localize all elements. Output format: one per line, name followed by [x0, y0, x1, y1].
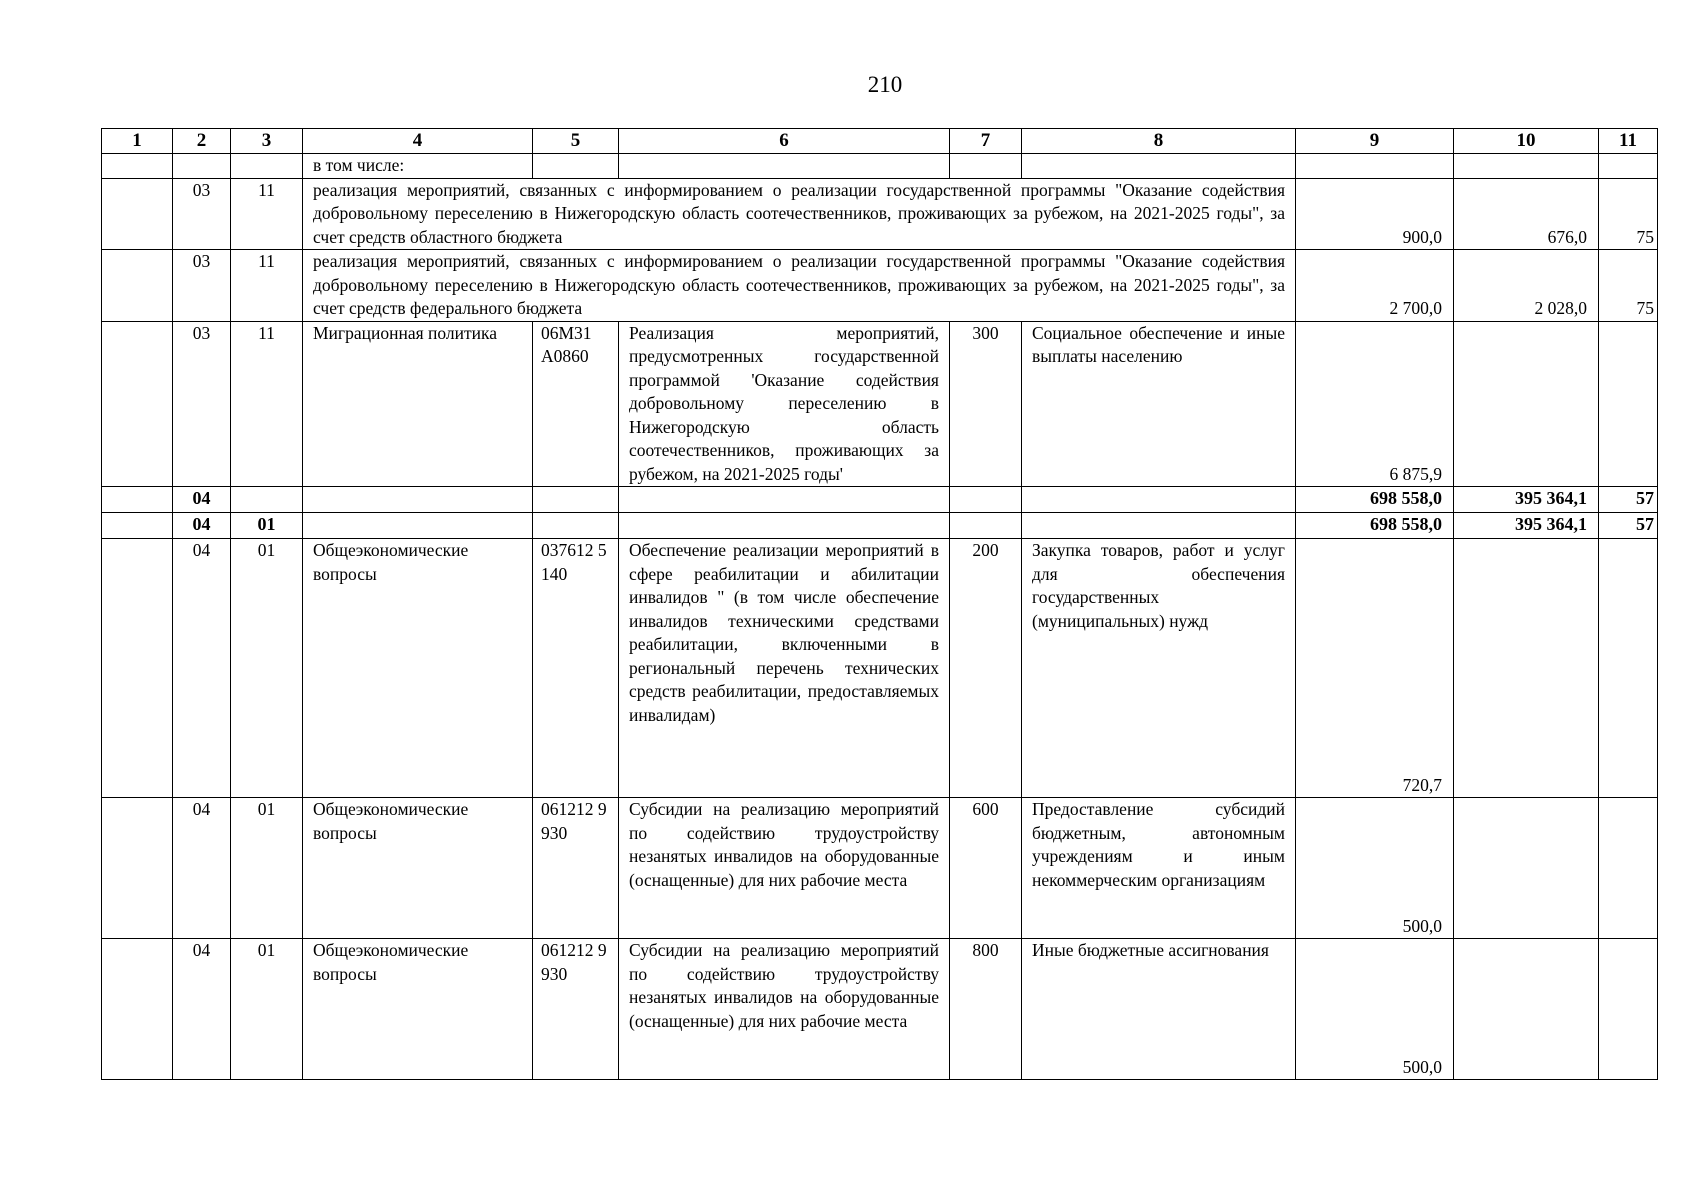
- target-article-code: 06М31 А0860: [533, 321, 619, 487]
- amount-actual: 395 364,1: [1454, 513, 1599, 539]
- amount-actual: [1454, 798, 1599, 939]
- expense-description: Субсидии на реализацию мероприятий по содействию трудоустройству незанятых инвалидов на оборудованные (оснащенные) для них рабочие места: [619, 939, 950, 1080]
- table-row-total: [102, 487, 1658, 513]
- percent: [1599, 539, 1658, 798]
- percent: 75: [1599, 250, 1658, 322]
- amount-plan: 500,0: [1296, 939, 1454, 1080]
- header-cell: 2: [173, 129, 231, 154]
- section-code: 03: [173, 250, 231, 322]
- header-cell: 10: [1454, 129, 1599, 154]
- header-cell: 11: [1599, 129, 1658, 154]
- subsection-code: [231, 487, 303, 513]
- amount-actual: 395 364,1: [1454, 487, 1599, 513]
- expense-description: Реализация мероприятий, предусмотренных государственной программой 'Оказание содействия добровольному переселению в Нижегородскую область соотечественников, проживающих за рубежом, на 2021-2025 годы': [619, 321, 950, 487]
- section-code: 04: [173, 939, 231, 1080]
- amount-plan: 2 700,0: [1296, 250, 1454, 322]
- function-name: Общеэкономические вопросы: [303, 939, 533, 1080]
- row-label: в том числе:: [303, 154, 533, 179]
- header-cell: 4: [303, 129, 533, 154]
- expense-type-code: 600: [950, 798, 1022, 939]
- expense-description: Субсидии на реализацию мероприятий по содействию трудоустройству незанятых инвалидов на оборудованные (оснащенные) для них рабочие места: [619, 798, 950, 939]
- percent: [1599, 798, 1658, 939]
- expense-description: Обеспечение реализации мероприятий в сфере реабилитации и абилитации инвалидов " (в том числе обеспечение инвалидов техническими средствами реабилитации, включенными в региональный перечень технических средств реабилитации, предоставляемых инвалидам): [619, 539, 950, 798]
- header-cell: 5: [533, 129, 619, 154]
- header-cell: 6: [619, 129, 950, 154]
- subsection-code: 01: [231, 798, 303, 939]
- amount-actual: [1454, 321, 1599, 487]
- expense-type-name: Предоставление субсидий бюджетным, автономным учреждениям и иным некоммерческим организациям: [1022, 798, 1296, 939]
- amount-actual: [1454, 539, 1599, 798]
- expense-type-name: Закупка товаров, работ и услуг для обеспечения государственных (муниципальных) нужд: [1022, 539, 1296, 798]
- header-cell: 8: [1022, 129, 1296, 154]
- table-row: [102, 939, 1658, 1080]
- table-row-total: [102, 513, 1658, 539]
- section-code: 04: [173, 487, 231, 513]
- expense-type-name: Социальное обеспечение и иные выплаты населению: [1022, 321, 1296, 487]
- section-code: 03: [173, 321, 231, 487]
- amount-actual: 676,0: [1454, 178, 1599, 250]
- table-row: [102, 539, 1658, 798]
- subsection-code: 11: [231, 250, 303, 322]
- target-article-code: 061212 9930: [533, 798, 619, 939]
- subsection-code: 01: [231, 513, 303, 539]
- subsection-code: 11: [231, 178, 303, 250]
- percent: [1599, 939, 1658, 1080]
- target-article-code: 061212 9930: [533, 939, 619, 1080]
- amount-plan: 698 558,0: [1296, 513, 1454, 539]
- expense-type-name: Иные бюджетные ассигнования: [1022, 939, 1296, 1080]
- row-description: реализация мероприятий, связанных с информированием о реализации государственной программы "Оказание содействия добровольному переселению в Нижегородскую область соотечественников, проживающих за рубежом, на 2021-2025 годы", за счет средств федерального бюджета: [303, 250, 1296, 322]
- table-row: [102, 154, 1658, 179]
- section-code: 03: [173, 178, 231, 250]
- expense-type-code: 300: [950, 321, 1022, 487]
- header-cell: 1: [102, 129, 173, 154]
- header-cell: 3: [231, 129, 303, 154]
- header-row: [102, 129, 1658, 154]
- subsection-code: 01: [231, 539, 303, 798]
- header-cell: 7: [950, 129, 1022, 154]
- row-description: реализация мероприятий, связанных с информированием о реализации государственной программы "Оказание содействия добровольному переселению в Нижегородскую область соотечественников, проживающих за рубежом, на 2021-2025 годы", за счет средств областного бюджета: [303, 178, 1296, 250]
- table-row: [102, 250, 1658, 322]
- percent: 75: [1599, 178, 1658, 250]
- table-row: [102, 798, 1658, 939]
- subsection-code: 01: [231, 939, 303, 1080]
- amount-plan: 500,0: [1296, 798, 1454, 939]
- percent: 57: [1599, 513, 1658, 539]
- subsection-code: 11: [231, 321, 303, 487]
- amount-plan: 6 875,9: [1296, 321, 1454, 487]
- amount-actual: [1454, 939, 1599, 1080]
- amount-plan: 698 558,0: [1296, 487, 1454, 513]
- amount-plan: 900,0: [1296, 178, 1454, 250]
- percent: [1599, 321, 1658, 487]
- section-code: 04: [173, 513, 231, 539]
- amount-plan: 720,7: [1296, 539, 1454, 798]
- expense-type-code: 200: [950, 539, 1022, 798]
- table-row: [102, 321, 1658, 487]
- function-name: Миграционная политика: [303, 321, 533, 487]
- budget-table: [101, 128, 1658, 1080]
- percent: 57: [1599, 487, 1658, 513]
- target-article-code: 037612 5140: [533, 539, 619, 798]
- table-row: [102, 178, 1658, 250]
- section-code: 04: [173, 798, 231, 939]
- header-cell: 9: [1296, 129, 1454, 154]
- function-name: Общеэкономические вопросы: [303, 539, 533, 798]
- expense-type-code: 800: [950, 939, 1022, 1080]
- function-name: Общеэкономические вопросы: [303, 798, 533, 939]
- section-code: 04: [173, 539, 231, 798]
- amount-actual: 2 028,0: [1454, 250, 1599, 322]
- page-number: 210: [867, 72, 903, 97]
